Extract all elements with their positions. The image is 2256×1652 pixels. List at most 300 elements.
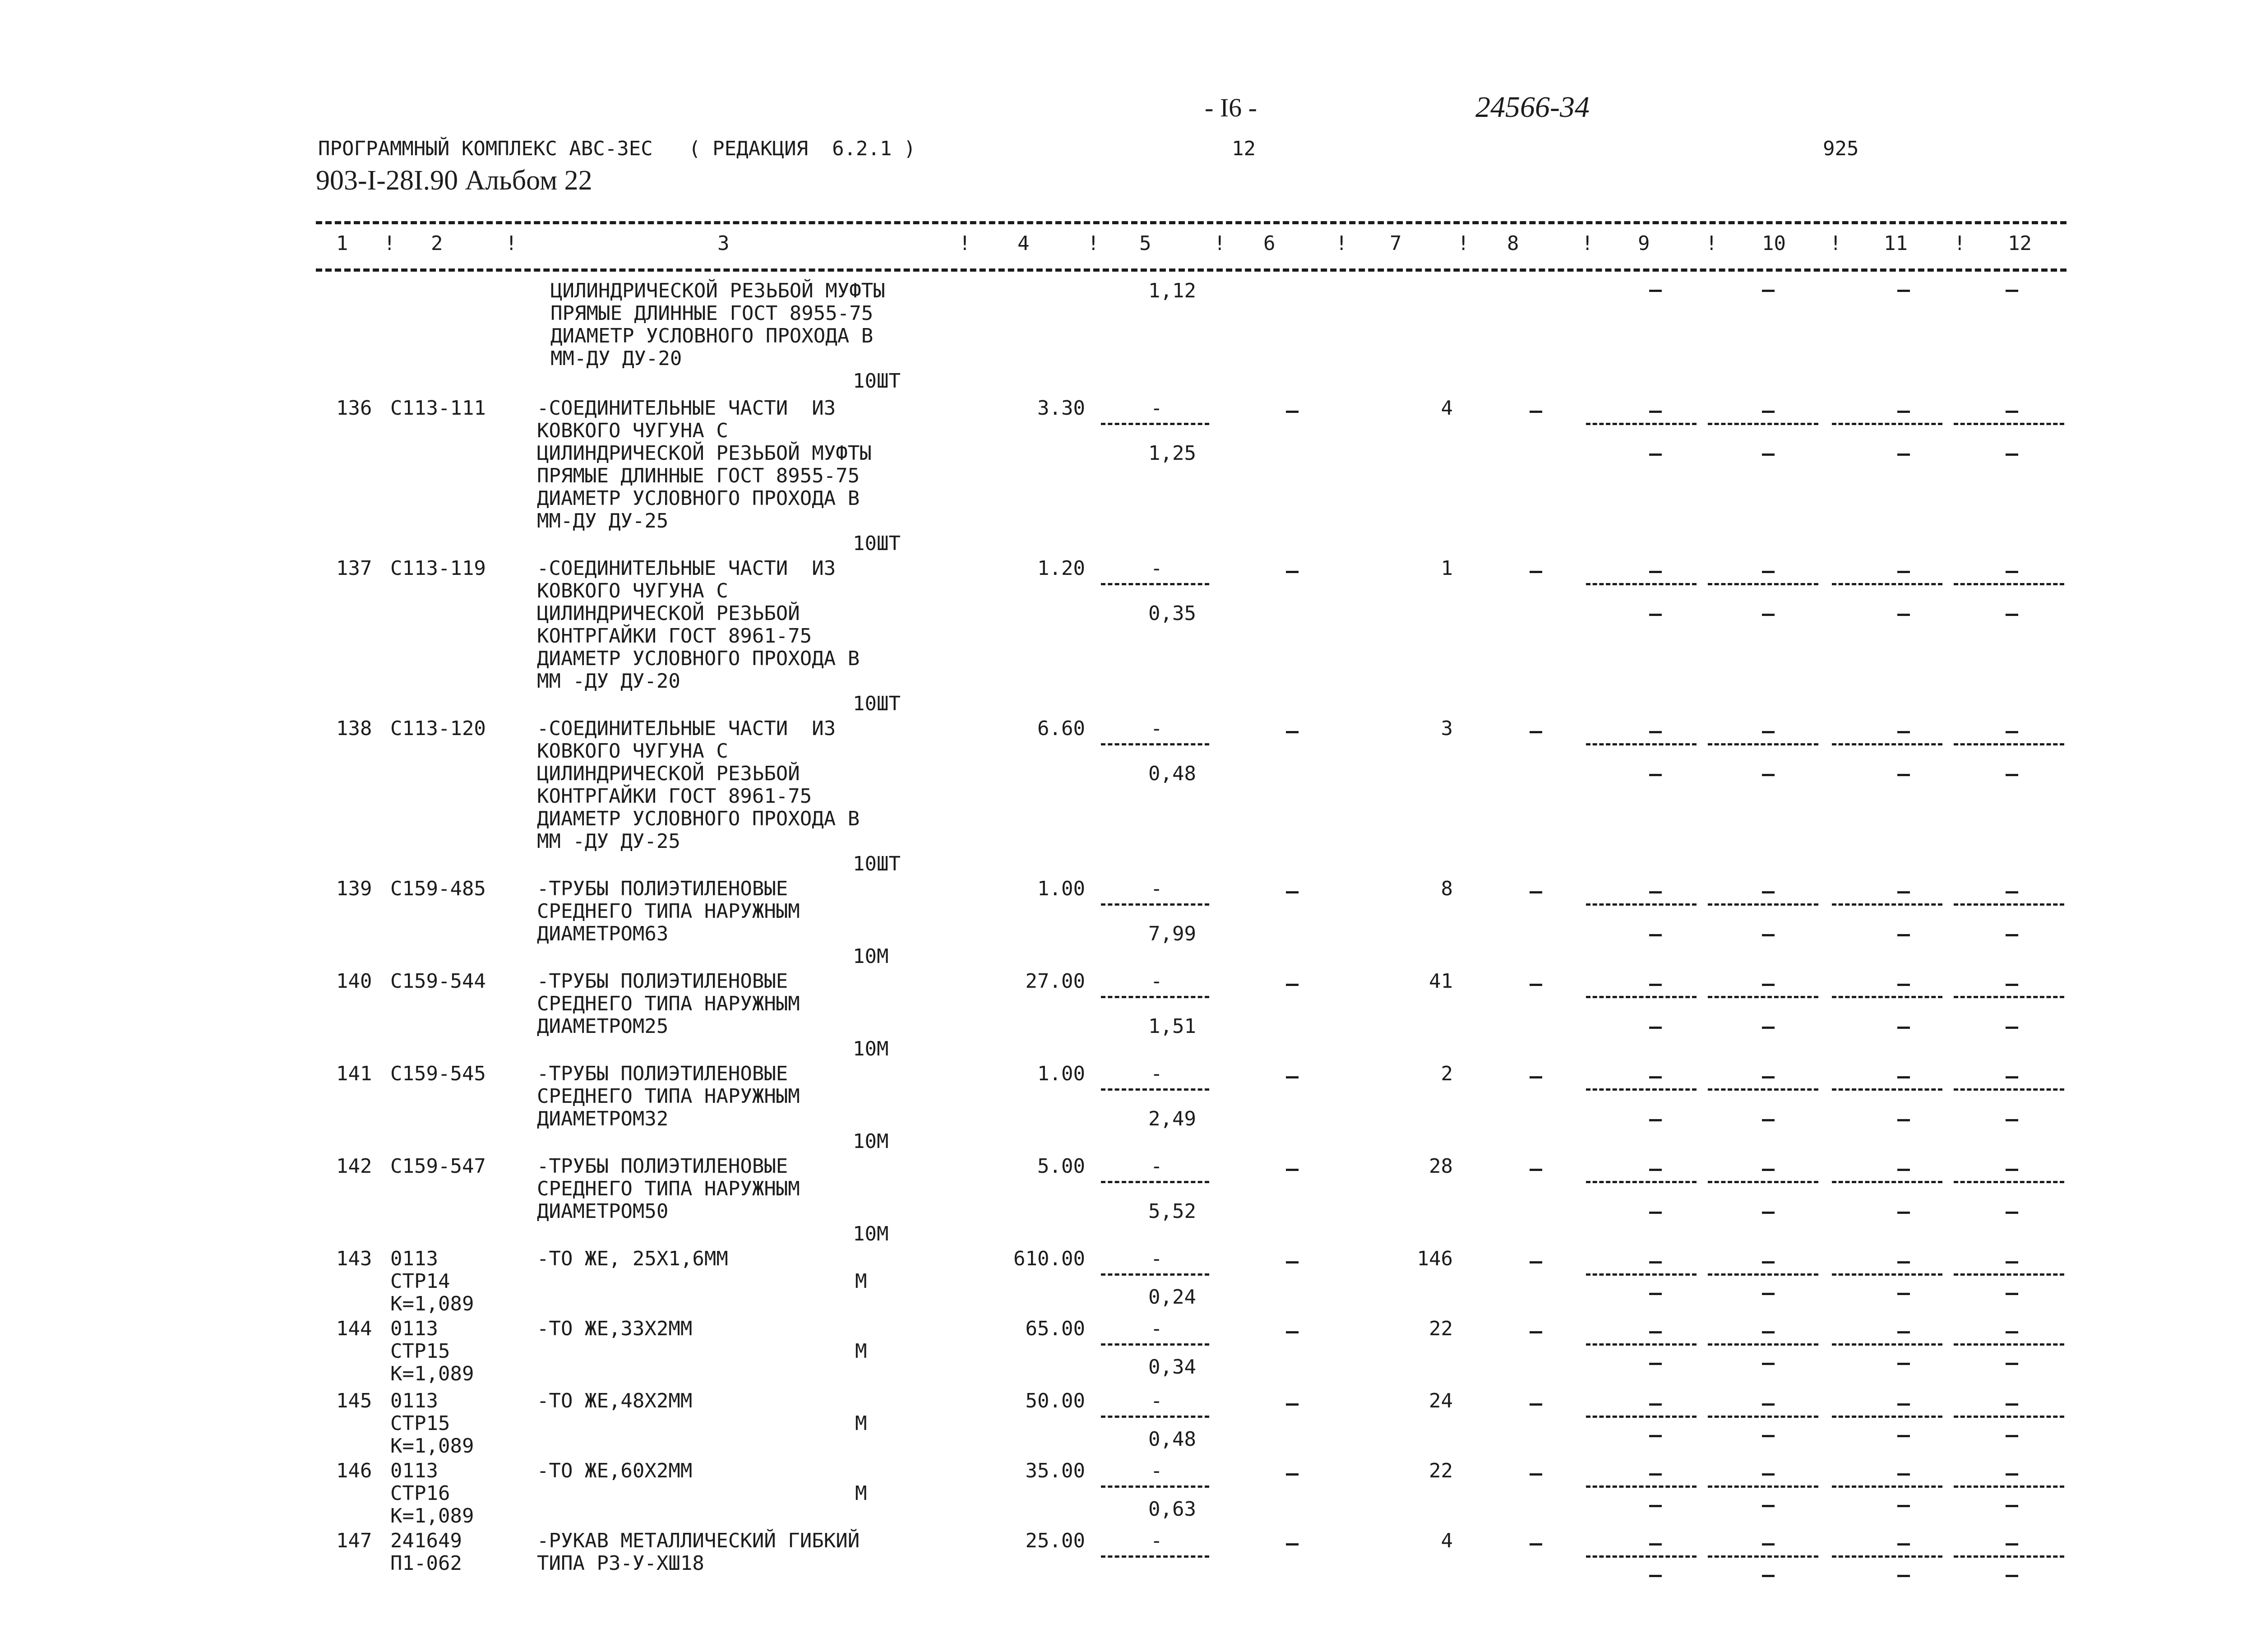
row-unit: 10ШТ (853, 852, 901, 875)
row-col9-bottom-dash (1649, 453, 1662, 456)
row-col6-dash (1286, 891, 1299, 893)
row-col12-top-dash (2006, 571, 2018, 573)
row-quantity: 3.30 (1037, 397, 1085, 420)
row-code: П1-062 (390, 1552, 462, 1575)
row-col12-fraction-line (1954, 1485, 2064, 1488)
row-number: 143 (336, 1247, 372, 1270)
row-unit: 10М (853, 1222, 889, 1245)
row-col11-fraction-line (1832, 996, 1942, 998)
right-number: 925 (1823, 137, 1859, 160)
row-col12-bottom-dash (2006, 774, 2018, 776)
row-description: КОНТРГАЙКИ ГОСТ 8961-75 (537, 785, 812, 808)
row-col9-top-dash (1649, 1473, 1662, 1476)
row-col10-bottom-dash (1762, 1293, 1775, 1295)
row-col6-dash (1286, 411, 1299, 413)
row-number: 136 (336, 397, 372, 420)
row-col11-top-dash (1897, 1169, 1910, 1171)
row-col11-bottom-dash (1897, 1575, 1910, 1577)
row-unit: 10М (853, 945, 889, 968)
row-col9-top-dash (1649, 1543, 1662, 1546)
row-col5-top: - (1151, 397, 1163, 420)
row-description: ДИАМЕТР УСЛОВНОГО ПРОХОДА В (550, 324, 874, 347)
row-col9-bottom-dash (1649, 1027, 1662, 1029)
row-description: -СОЕДИНИТЕЛЬНЫЕ ЧАСТИ ИЗ (537, 557, 836, 580)
row-col12-bottom-dash (2006, 1363, 2018, 1365)
column-separator: ! (1830, 232, 1842, 255)
column-header-4: 4 (1017, 232, 1030, 255)
row-unit: М (855, 1412, 867, 1435)
row-code: 0113 (390, 1389, 438, 1412)
row-col5-fraction-line (1101, 743, 1209, 745)
row-description: КОВКОГО ЧУГУНА С (537, 419, 728, 442)
row-col5-fraction-line (1101, 1555, 1209, 1558)
row-description: ММ -ДУ ДУ-25 (537, 830, 680, 853)
row-quantity: 35.00 (1025, 1459, 1085, 1482)
row-col12-dash (2006, 290, 2018, 292)
row-number: 141 (336, 1062, 372, 1085)
row-col5-fraction-line (1101, 1181, 1209, 1183)
row-col10-fraction-line (1708, 1416, 1818, 1418)
row-col7-value: 4 (1441, 397, 1453, 420)
row-description: КОВКОГО ЧУГУНА С (537, 579, 728, 602)
row-number: 140 (336, 970, 372, 993)
row-col11-bottom-dash (1897, 1435, 1910, 1437)
row-col12-top-dash (2006, 1473, 2018, 1476)
sheet-number: 12 (1232, 137, 1256, 160)
row-col9-fraction-line (1586, 1555, 1697, 1558)
row-col5-bottom: 1,12 (1148, 279, 1196, 302)
row-col12-fraction-line (1954, 1555, 2064, 1558)
row-col9-fraction-line (1586, 743, 1697, 745)
row-quantity: 50.00 (1025, 1389, 1085, 1412)
row-col12-bottom-dash (2006, 453, 2018, 456)
column-separator: ! (1087, 232, 1100, 255)
row-col12-fraction-line (1954, 996, 2064, 998)
row-col5-bottom: 7,99 (1148, 922, 1196, 945)
row-col12-top-dash (2006, 1076, 2018, 1078)
row-quantity: 27.00 (1025, 970, 1085, 993)
row-col9-fraction-line (1586, 1181, 1697, 1183)
row-col7-value: 1 (1441, 557, 1453, 580)
row-col10-bottom-dash (1762, 1505, 1775, 1507)
row-col8-dash (1530, 984, 1542, 986)
row-col7-value: 4 (1441, 1529, 1453, 1552)
column-separator: ! (1214, 232, 1226, 255)
row-description: ТИПА РЗ-У-ХШ18 (537, 1552, 704, 1575)
row-col5-top: - (1151, 1529, 1163, 1552)
row-col9-fraction-line (1586, 996, 1697, 998)
row-col12-fraction-line (1954, 1088, 2064, 1091)
row-col12-fraction-line (1954, 903, 2064, 906)
row-col9-top-dash (1649, 411, 1662, 413)
row-col5-top: - (1151, 1155, 1163, 1178)
row-col8-dash (1530, 1076, 1542, 1078)
row-description: ММ-ДУ ДУ-20 (550, 347, 682, 370)
row-description: ЦИЛИНДРИЧЕСКОЙ РЕЗЬБОЙ МУФТЫ (537, 442, 872, 465)
row-col12-top-dash (2006, 891, 2018, 893)
row-col5-top: - (1151, 970, 1163, 993)
row-col5-bottom: 0,34 (1148, 1356, 1196, 1379)
row-col11-bottom-dash (1897, 1212, 1910, 1214)
row-col11-fraction-line (1832, 423, 1942, 425)
row-col5-fraction-line (1101, 583, 1209, 585)
row-description: СРЕДНЕГО ТИПА НАРУЖНЫМ (537, 900, 800, 923)
row-col7-value: 2 (1441, 1062, 1453, 1085)
row-col5-bottom: 0,48 (1148, 762, 1196, 785)
row-description: ДИАМЕТРОМ50 (537, 1200, 669, 1223)
row-col10-top-dash (1762, 1543, 1775, 1546)
row-description: -СОЕДИНИТЕЛЬНЫЕ ЧАСТИ ИЗ (537, 397, 836, 420)
column-separator: ! (1336, 232, 1348, 255)
row-col11-bottom-dash (1897, 1505, 1910, 1507)
row-col6-dash (1286, 731, 1299, 733)
row-description: СРЕДНЕГО ТИПА НАРУЖНЫМ (537, 1085, 800, 1108)
row-number: 147 (336, 1529, 372, 1552)
row-col8-dash (1530, 1169, 1542, 1171)
row-col5-fraction-line (1101, 996, 1209, 998)
row-col10-bottom-dash (1762, 1119, 1775, 1121)
row-col8-dash (1530, 1543, 1542, 1546)
row-col10-top-dash (1762, 1403, 1775, 1406)
column-header-9: 9 (1638, 232, 1650, 255)
row-col5-fraction-line (1101, 1088, 1209, 1091)
column-header-5: 5 (1139, 232, 1151, 255)
row-description: -СОЕДИНИТЕЛЬНЫЕ ЧАСТИ ИЗ (537, 717, 836, 740)
row-col11-bottom-dash (1897, 1363, 1910, 1365)
row-col5-top: - (1151, 1247, 1163, 1270)
row-unit: 10М (853, 1037, 889, 1060)
row-col9-top-dash (1649, 984, 1662, 986)
row-code: СТР15 (390, 1412, 450, 1435)
row-col5-bottom: 1,25 (1148, 442, 1196, 465)
row-col7-value: 22 (1429, 1459, 1453, 1482)
row-col12-bottom-dash (2006, 1027, 2018, 1029)
column-header-8: 8 (1507, 232, 1519, 255)
row-col11-top-dash (1897, 411, 1910, 413)
row-col12-bottom-dash (2006, 1505, 2018, 1507)
row-description: -ТО ЖЕ, 25Х1,6ММ (537, 1247, 728, 1270)
header-top-rule (316, 221, 2066, 224)
row-col9-bottom-dash (1649, 934, 1662, 936)
row-col7-value: 146 (1417, 1247, 1453, 1270)
row-description: -ТО ЖЕ,33Х2ММ (537, 1317, 693, 1340)
row-col10-top-dash (1762, 1331, 1775, 1333)
column-separator: ! (959, 232, 971, 255)
row-col8-dash (1530, 1261, 1542, 1263)
row-col6-dash (1286, 1331, 1299, 1333)
row-description: -ТРУБЫ ПОЛИЭТИЛЕНОВЫЕ (537, 1062, 788, 1085)
row-col11-top-dash (1897, 984, 1910, 986)
row-description: СРЕДНЕГО ТИПА НАРУЖНЫМ (537, 992, 800, 1015)
row-col10-bottom-dash (1762, 774, 1775, 776)
row-col10-fraction-line (1708, 1273, 1818, 1276)
row-code: К=1,089 (390, 1504, 474, 1527)
row-col11-fraction-line (1832, 583, 1942, 585)
row-col9-fraction-line (1586, 1343, 1697, 1346)
handwritten-code: 24566-34 (1475, 91, 1590, 124)
row-col9-top-dash (1649, 571, 1662, 573)
row-col5-top: - (1151, 557, 1163, 580)
row-col11-fraction-line (1832, 1088, 1942, 1091)
row-col5-top: - (1151, 1459, 1163, 1482)
row-description: ЦИЛИНДРИЧЕСКОЙ РЕЗЬБОЙ (537, 602, 800, 625)
row-col5-top: - (1151, 1317, 1163, 1340)
row-col9-bottom-dash (1649, 1293, 1662, 1295)
row-col9-top-dash (1649, 1169, 1662, 1171)
row-col10-fraction-line (1708, 583, 1818, 585)
row-col10-top-dash (1762, 1169, 1775, 1171)
row-col12-fraction-line (1954, 1343, 2064, 1346)
row-col9-top-dash (1649, 1076, 1662, 1078)
row-col10-bottom-dash (1762, 1435, 1775, 1437)
row-col10-bottom-dash (1762, 1363, 1775, 1365)
row-col11-fraction-line (1832, 1555, 1942, 1558)
row-description: КОВКОГО ЧУГУНА С (537, 740, 728, 763)
row-col10-bottom-dash (1762, 1575, 1775, 1577)
row-col12-top-dash (2006, 1403, 2018, 1406)
row-col9-fraction-line (1586, 1088, 1697, 1091)
row-code: С159-547 (390, 1155, 486, 1178)
row-col12-bottom-dash (2006, 1119, 2018, 1121)
row-col8-dash (1530, 1403, 1542, 1406)
row-col6-dash (1286, 1473, 1299, 1476)
row-description: -ТО ЖЕ,48Х2ММ (537, 1389, 693, 1412)
row-code: СТР15 (390, 1340, 450, 1363)
column-header-6: 6 (1263, 232, 1276, 255)
row-quantity: 5.00 (1037, 1155, 1085, 1178)
row-description: КОНТРГАЙКИ ГОСТ 8961-75 (537, 625, 812, 648)
row-col10-top-dash (1762, 891, 1775, 893)
row-description: -ТРУБЫ ПОЛИЭТИЛЕНОВЫЕ (537, 1155, 788, 1178)
row-description: ДИАМЕТРОМ25 (537, 1015, 669, 1038)
row-col10-bottom-dash (1762, 1212, 1775, 1214)
row-col9-bottom-dash (1649, 1212, 1662, 1214)
row-col5-fraction-line (1101, 903, 1209, 906)
row-col10-top-dash (1762, 731, 1775, 733)
column-header-11: 11 (1884, 232, 1908, 255)
row-col11-top-dash (1897, 1543, 1910, 1546)
row-col11-top-dash (1897, 571, 1910, 573)
row-description: ЦИЛИНДРИЧЕСКОЙ РЕЗЬБОЙ МУФТЫ (550, 279, 885, 302)
row-quantity: 1.20 (1037, 557, 1085, 580)
row-col5-bottom: 0,48 (1148, 1428, 1196, 1451)
row-col9-bottom-dash (1649, 1119, 1662, 1121)
row-number: 142 (336, 1155, 372, 1178)
row-col9-fraction-line (1586, 903, 1697, 906)
row-col10-bottom-dash (1762, 1027, 1775, 1029)
row-col9-bottom-dash (1649, 614, 1662, 616)
row-number: 144 (336, 1317, 372, 1340)
row-unit: 10ШТ (853, 532, 901, 555)
row-col9-bottom-dash (1649, 774, 1662, 776)
row-col7-value: 41 (1429, 970, 1453, 993)
row-col9-bottom-dash (1649, 1363, 1662, 1365)
row-unit: 10М (853, 1130, 889, 1153)
page-number: - I6 - (1205, 93, 1257, 122)
row-col11-top-dash (1897, 1331, 1910, 1333)
row-code: К=1,089 (390, 1292, 474, 1315)
column-header-3: 3 (717, 232, 730, 255)
row-col6-dash (1286, 571, 1299, 573)
row-col5-top: - (1151, 1389, 1163, 1412)
row-description: -ТРУБЫ ПОЛИЭТИЛЕНОВЫЕ (537, 877, 788, 900)
row-col11-bottom-dash (1897, 1027, 1910, 1029)
row-col12-top-dash (2006, 1261, 2018, 1263)
row-code: С159-545 (390, 1062, 486, 1085)
row-description: ПРЯМЫЕ ДЛИННЫЕ ГОСТ 8955-75 (550, 302, 874, 325)
row-col11-bottom-dash (1897, 453, 1910, 456)
row-col11-bottom-dash (1897, 1293, 1910, 1295)
row-quantity: 6.60 (1037, 717, 1085, 740)
row-col10-bottom-dash (1762, 614, 1775, 616)
column-separator: ! (505, 232, 518, 255)
row-col9-top-dash (1649, 891, 1662, 893)
row-col11-top-dash (1897, 891, 1910, 893)
row-col7-value: 24 (1429, 1389, 1453, 1412)
row-description: ММ -ДУ ДУ-20 (537, 670, 680, 693)
program-title: ПРОГРАММНЫЙ КОМПЛЕКС АВС-ЗЕС ( РЕДАКЦИЯ 6.2.1 ) (318, 137, 916, 160)
row-col10-top-dash (1762, 571, 1775, 573)
row-col7-value: 22 (1429, 1317, 1453, 1340)
row-unit: 10ШТ (853, 692, 901, 715)
row-description: ДИАМЕТРОМ32 (537, 1107, 669, 1130)
row-code: С113-119 (390, 557, 486, 580)
row-code: С113-111 (390, 397, 486, 420)
row-col12-top-dash (2006, 1169, 2018, 1171)
row-col12-fraction-line (1954, 1273, 2064, 1276)
row-col8-dash (1530, 891, 1542, 893)
row-col11-bottom-dash (1897, 774, 1910, 776)
row-col5-fraction-line (1101, 1485, 1209, 1488)
row-col5-fraction-line (1101, 1343, 1209, 1346)
row-quantity: 1.00 (1037, 1062, 1085, 1085)
row-col9-dash (1649, 290, 1662, 292)
row-quantity: 1.00 (1037, 877, 1085, 900)
row-col10-top-dash (1762, 1076, 1775, 1078)
row-code: 241649 (390, 1529, 462, 1552)
row-description: -ТРУБЫ ПОЛИЭТИЛЕНОВЫЕ (537, 970, 788, 993)
row-col10-bottom-dash (1762, 934, 1775, 936)
row-col11-top-dash (1897, 731, 1910, 733)
album-title: 903-I-28I.90 Альбом 22 (316, 165, 592, 196)
row-col12-top-dash (2006, 411, 2018, 413)
row-col11-top-dash (1897, 1076, 1910, 1078)
row-col12-bottom-dash (2006, 1435, 2018, 1437)
row-col11-fraction-line (1832, 1181, 1942, 1183)
row-col5-bottom: 1,51 (1148, 1015, 1196, 1038)
row-col11-top-dash (1897, 1403, 1910, 1406)
row-col5-bottom: 0,63 (1148, 1498, 1196, 1521)
row-col9-top-dash (1649, 1403, 1662, 1406)
row-unit: М (855, 1340, 867, 1363)
row-description: ДИАМЕТР УСЛОВНОГО ПРОХОДА В (537, 807, 860, 830)
row-col10-dash (1762, 290, 1775, 292)
column-separator: ! (1706, 232, 1718, 255)
row-col12-top-dash (2006, 731, 2018, 733)
column-header-2: 2 (431, 232, 443, 255)
row-col11-fraction-line (1832, 903, 1942, 906)
row-col8-dash (1530, 571, 1542, 573)
row-number: 145 (336, 1389, 372, 1412)
row-number: 139 (336, 877, 372, 900)
row-col12-bottom-dash (2006, 1212, 2018, 1214)
row-description: -ТО ЖЕ,60Х2ММ (537, 1459, 693, 1482)
row-col9-top-dash (1649, 731, 1662, 733)
row-col11-top-dash (1897, 1261, 1910, 1263)
row-col11-fraction-line (1832, 743, 1942, 745)
row-description: ЦИЛИНДРИЧЕСКОЙ РЕЗЬБОЙ (537, 762, 800, 785)
row-col5-fraction-line (1101, 1416, 1209, 1418)
row-unit: М (855, 1482, 867, 1505)
row-col11-fraction-line (1832, 1273, 1942, 1276)
row-col9-fraction-line (1586, 1273, 1697, 1276)
row-code: СТР16 (390, 1482, 450, 1505)
row-col11-fraction-line (1832, 1343, 1942, 1346)
row-code: С159-544 (390, 970, 486, 993)
row-col6-dash (1286, 1076, 1299, 1078)
row-col10-bottom-dash (1762, 453, 1775, 456)
row-code: С113-120 (390, 717, 486, 740)
row-col12-fraction-line (1954, 583, 2064, 585)
row-col9-top-dash (1649, 1261, 1662, 1263)
row-code: СТР14 (390, 1270, 450, 1293)
row-col11-bottom-dash (1897, 614, 1910, 616)
row-description: ДИАМЕТР УСЛОВНОГО ПРОХОДА В (537, 647, 860, 670)
row-col7-value: 28 (1429, 1155, 1453, 1178)
row-col8-dash (1530, 411, 1542, 413)
row-col12-fraction-line (1954, 1181, 2064, 1183)
row-code: К=1,089 (390, 1362, 474, 1385)
row-col11-dash (1897, 290, 1910, 292)
row-col9-fraction-line (1586, 1416, 1697, 1418)
column-header-7: 7 (1390, 232, 1402, 255)
row-col11-bottom-dash (1897, 934, 1910, 936)
row-col12-fraction-line (1954, 1416, 2064, 1418)
row-col10-fraction-line (1708, 996, 1818, 998)
row-description: ДИАМЕТРОМ63 (537, 922, 669, 945)
row-col10-fraction-line (1708, 1343, 1818, 1346)
row-code: 0113 (390, 1459, 438, 1482)
row-col5-fraction-line (1101, 423, 1209, 425)
row-col10-fraction-line (1708, 1485, 1818, 1488)
row-quantity: 65.00 (1025, 1317, 1085, 1340)
row-description: СРЕДНЕГО ТИПА НАРУЖНЫМ (537, 1177, 800, 1200)
row-code: С159-485 (390, 877, 486, 900)
row-col9-bottom-dash (1649, 1435, 1662, 1437)
row-col9-top-dash (1649, 1331, 1662, 1333)
row-col10-fraction-line (1708, 423, 1818, 425)
column-header-12: 12 (2008, 232, 2032, 255)
row-col11-top-dash (1897, 1473, 1910, 1476)
row-description: ПРЯМЫЕ ДЛИННЫЕ ГОСТ 8955-75 (537, 464, 860, 487)
row-col10-fraction-line (1708, 1555, 1818, 1558)
row-col12-top-dash (2006, 1543, 2018, 1546)
row-col5-top: - (1151, 1062, 1163, 1085)
row-col6-dash (1286, 1169, 1299, 1171)
row-col8-dash (1530, 1331, 1542, 1333)
row-col10-fraction-line (1708, 1181, 1818, 1183)
row-col10-top-dash (1762, 984, 1775, 986)
row-col12-fraction-line (1954, 743, 2064, 745)
header-bottom-rule (316, 268, 2066, 272)
row-quantity: 25.00 (1025, 1529, 1085, 1552)
row-col12-bottom-dash (2006, 1293, 2018, 1295)
row-col12-bottom-dash (2006, 614, 2018, 616)
row-unit: 10ШТ (853, 370, 901, 393)
row-col10-top-dash (1762, 411, 1775, 413)
column-header-1: 1 (336, 232, 348, 255)
row-col7-value: 3 (1441, 717, 1453, 740)
